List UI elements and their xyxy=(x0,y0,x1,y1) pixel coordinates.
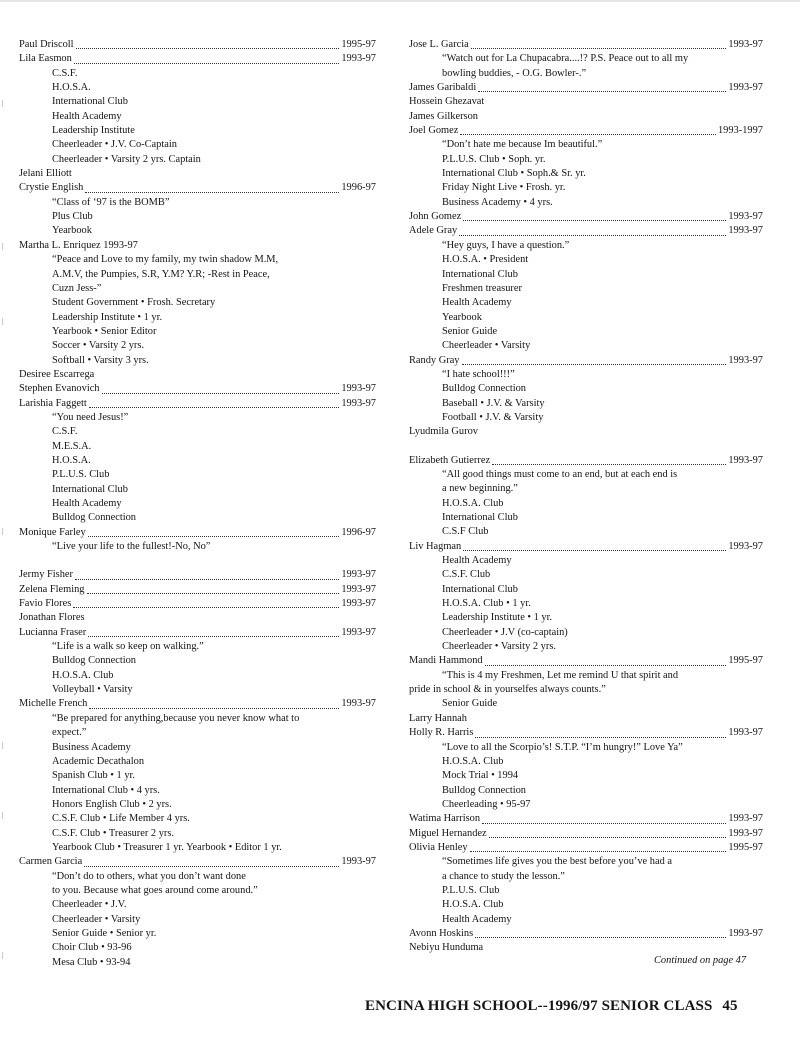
class-years: 1993-97 xyxy=(341,626,376,638)
entry-detail-line: pride in school & in yourselfes always counts.” xyxy=(409,684,606,696)
entry-detail-line: “All good things must come to an end, but at each end is xyxy=(442,468,678,480)
entry-heading xyxy=(409,540,763,554)
entry-detail-line: Cheerleader • J.V. Co-Captain xyxy=(52,139,177,151)
senior-entry xyxy=(409,812,763,826)
class-years: 1993-97 xyxy=(728,813,763,825)
entry-detail-line: Health Academy xyxy=(52,110,122,122)
class-years: 1993-1997 xyxy=(717,125,763,137)
senior-entry xyxy=(409,38,763,81)
student-name: Olivia Henley xyxy=(409,841,468,853)
senior-entry xyxy=(409,941,763,955)
class-years: 1996-97 xyxy=(341,182,376,194)
entry-detail-line: “Class of ‘97 is the BOMB” xyxy=(52,196,170,208)
entry-detail-line: a chance to study the lesson.” xyxy=(442,870,565,882)
class-years: 1993-97 xyxy=(728,540,763,552)
senior-entry xyxy=(409,712,763,726)
entry-heading xyxy=(409,726,763,740)
entry-detail-line: “Be prepared for anything,because you never know what to xyxy=(52,712,300,724)
entry-heading xyxy=(409,354,763,368)
entry-detail-line: Soccer • Varsity 2 yrs. xyxy=(52,340,145,352)
entry-detail-line: Yearbook xyxy=(442,311,482,323)
entry-detail-line: H.O.S.A. Club xyxy=(442,755,504,767)
entry-heading xyxy=(19,382,376,396)
entry-detail-line: Senior Guide xyxy=(442,325,498,337)
entry-detail-line: P.L.U.S. Club • Soph. yr. xyxy=(442,153,546,165)
entry-detail-line: Plus Club xyxy=(52,211,93,223)
entry-detail-line: H.O.S.A. xyxy=(52,454,91,466)
entry-detail-line: Bulldog Connection xyxy=(52,512,136,524)
entry-detail-line: Bulldog Connection xyxy=(442,784,526,796)
senior-entry xyxy=(19,583,376,597)
student-name: Jermy Fisher xyxy=(19,569,73,581)
dot-leader xyxy=(463,540,726,551)
dot-leader xyxy=(470,841,727,852)
class-years: 1993-97 xyxy=(728,82,763,94)
class-years: 1993-97 xyxy=(341,856,376,868)
entry-detail-line: C.S.F. xyxy=(52,426,78,438)
senior-entry xyxy=(409,110,763,124)
student-name: Stephen Evanovich xyxy=(19,383,100,395)
entry-detail-line: Cheerleader • Varsity xyxy=(52,913,141,925)
entry-detail-line: Honors English Club • 2 yrs. xyxy=(52,798,172,810)
entry-heading xyxy=(409,712,763,726)
entry-detail-line: International Club • 4 yrs. xyxy=(52,784,160,796)
class-years: 1993-97 xyxy=(728,927,763,939)
footer-school-title: ENCINA HIGH SCHOOL--1996/97 SENIOR CLASS xyxy=(365,998,713,1014)
entry-detail-line: Business Academy xyxy=(52,741,131,753)
senior-entry xyxy=(409,224,763,353)
dot-leader xyxy=(463,210,726,221)
entry-detail-line: Football • J.V. & Varsity xyxy=(442,411,544,423)
binding-mark xyxy=(2,100,7,107)
entry-detail-line: H.O.S.A. • President xyxy=(442,254,529,266)
dot-leader xyxy=(76,38,340,49)
entry-heading xyxy=(409,654,763,668)
entry-detail-line: Cheerleading • 95-97 xyxy=(442,798,531,810)
student-name: Nebiyu Hunduma xyxy=(409,942,484,954)
entry-heading xyxy=(409,454,763,468)
entry-detail-line: Cheerleader • Varsity xyxy=(442,340,531,352)
entry-detail-line: International Club • Soph.& Sr. yr. xyxy=(442,168,586,180)
entry-detail-line: Freshmen treasurer xyxy=(442,282,522,294)
entry-detail-line: “Love to all the Scorpio’s! S.T.P. “I’m hungry!” Love Ya” xyxy=(442,741,683,753)
entry-detail-line: M.E.S.A. xyxy=(52,440,92,452)
class-years: 1993-97 xyxy=(341,53,376,65)
dot-leader xyxy=(85,181,339,192)
entry-detail-line: Leadership Institute xyxy=(52,125,135,137)
senior-entry xyxy=(409,841,763,927)
dot-leader xyxy=(482,812,726,823)
student-name: Liv Hagman xyxy=(409,540,462,552)
student-name: Miguel Hernandez xyxy=(409,827,487,839)
dot-leader xyxy=(459,224,726,235)
student-name: Martha L. Enriquez 1993-97 xyxy=(19,239,138,251)
entry-detail-line: C.S.F. Club • Life Member 4 yrs. xyxy=(52,813,190,825)
senior-entry xyxy=(409,81,763,95)
entry-detail-line: Leadership Institute • 1 yr. xyxy=(442,612,553,624)
student-name: Jelani Elliott xyxy=(19,168,72,180)
senior-entry xyxy=(19,526,376,555)
class-years: 1993-97 xyxy=(728,225,763,237)
student-name: Zelena Fleming xyxy=(19,583,85,595)
entry-detail-line: P.L.U.S. Club xyxy=(52,469,110,481)
student-name: Holly R. Harris xyxy=(409,727,474,739)
entry-heading xyxy=(19,855,376,869)
entry-detail-line: C.S.F Club xyxy=(442,526,489,538)
senior-entry xyxy=(19,167,376,181)
entry-detail-line: “Live your life to the fullest!-No, No” xyxy=(52,541,211,553)
student-name: Larry Hannah xyxy=(409,712,467,724)
entry-detail-line: Spanish Club • 1 yr. xyxy=(52,770,136,782)
entry-heading xyxy=(19,611,376,625)
entry-detail-line: Cheerleader • J.V (co-captain) xyxy=(442,626,568,638)
student-name: Michelle French xyxy=(19,698,88,710)
student-name: Adele Gray xyxy=(409,225,458,237)
entry-detail-line: “Life is a walk so keep on walking.” xyxy=(52,641,204,653)
student-name: Watima Harrison xyxy=(409,813,481,825)
senior-entry xyxy=(409,454,763,540)
entry-detail-line: Mock Trial • 1994 xyxy=(442,770,519,782)
dot-leader xyxy=(89,397,340,408)
page-number: 45 xyxy=(722,998,738,1014)
entry-detail-line: International Club xyxy=(442,512,518,523)
entry-detail-line: Softball • Varsity 3 yrs. xyxy=(52,354,149,366)
entry-detail-line: Baseball • J.V. & Varsity xyxy=(442,397,545,409)
student-name: Lyudmila Gurov xyxy=(409,426,478,438)
senior-entry xyxy=(19,697,376,855)
entry-detail-line: H.O.S.A. xyxy=(52,82,91,94)
entry-detail-line: International Club xyxy=(52,96,128,108)
entry-detail-line: Student Government • Frosh. Secretary xyxy=(52,297,216,309)
entry-detail-line: Mesa Club • 93-94 xyxy=(52,956,131,968)
entry-heading xyxy=(19,526,376,540)
senior-entry xyxy=(19,855,376,970)
binding-mark xyxy=(2,812,7,819)
entry-detail-line: Business Academy • 4 yrs. xyxy=(442,196,553,208)
entry-detail-line: Yearbook • Senior Editor xyxy=(52,325,157,337)
entry-detail-line: Bulldog Connection xyxy=(442,383,526,395)
senior-entry xyxy=(409,927,763,941)
dot-leader xyxy=(88,626,339,637)
entry-detail-line: H.O.S.A. Club • 1 yr. xyxy=(442,598,531,610)
continued-note: Continued on page 47 xyxy=(654,955,747,966)
entry-heading xyxy=(409,210,763,224)
class-years: 1995-97 xyxy=(728,655,763,667)
dot-leader xyxy=(87,583,340,594)
student-name: James Gilkerson xyxy=(409,110,478,122)
entry-detail-line: “I hate school!!!” xyxy=(442,368,515,380)
dot-leader xyxy=(73,597,339,608)
class-years: 1995-97 xyxy=(341,39,376,50)
dot-leader xyxy=(75,568,339,579)
entry-heading xyxy=(409,124,763,138)
student-name: Mandi Hammond xyxy=(409,655,483,667)
entry-detail-line: H.O.S.A. Club xyxy=(52,669,114,681)
entry-detail-line: Senior Guide • Senior yr. xyxy=(52,927,157,939)
entry-heading xyxy=(409,81,763,95)
entry-detail-line: “Watch out for La Chupacabra....!? P.S. Peace out to all my xyxy=(442,53,689,65)
entry-detail-line: to you. Because what goes around come around.” xyxy=(52,884,258,896)
class-years: 1993-97 xyxy=(728,39,763,50)
dot-leader xyxy=(74,52,340,63)
student-name: Carmen Garcia xyxy=(19,856,83,868)
dot-leader xyxy=(471,38,727,49)
entry-detail-line: Health Academy xyxy=(442,913,512,925)
class-years: 1993-97 xyxy=(728,827,763,839)
left-column xyxy=(19,38,376,970)
student-name: Hossein Ghezavat xyxy=(409,96,485,108)
senior-entry xyxy=(409,210,763,224)
senior-entry xyxy=(409,654,763,711)
entry-detail-line: “Hey guys, I have a question.” xyxy=(442,239,570,251)
student-name: Jose L. Garcia xyxy=(409,39,469,50)
dot-leader xyxy=(102,382,340,393)
entry-heading xyxy=(19,167,376,181)
class-years: 1993-97 xyxy=(341,569,376,581)
senior-entry xyxy=(409,425,763,439)
entry-detail-line: Academic Decathalon xyxy=(52,755,145,767)
entry-detail-line: C.S.F. Club xyxy=(442,569,491,581)
entry-heading xyxy=(19,397,376,411)
student-name: Jonathan Flores xyxy=(19,612,85,624)
class-years: 1993-97 xyxy=(341,698,376,710)
entry-heading xyxy=(19,368,376,382)
entry-heading xyxy=(19,568,376,582)
entry-detail-line: Yearbook xyxy=(52,225,92,237)
student-name: Avonn Hoskins xyxy=(409,927,474,939)
entry-heading xyxy=(409,827,763,841)
student-name: Desiree Escarrega xyxy=(19,368,95,380)
entry-detail-line: Bulldog Connection xyxy=(52,655,136,667)
senior-entry xyxy=(19,382,376,396)
entry-detail-line: International Club xyxy=(442,583,518,595)
senior-entry xyxy=(19,368,376,382)
student-name: Monique Farley xyxy=(19,526,86,538)
dot-leader xyxy=(475,726,726,737)
entry-heading xyxy=(409,841,763,855)
senior-entry xyxy=(409,827,763,841)
entry-detail-line: bowling buddies, - O.G. Bowler-.” xyxy=(442,67,587,79)
dot-leader xyxy=(84,855,339,866)
entry-heading xyxy=(409,95,763,109)
entry-detail-line: Senior Guide xyxy=(442,698,498,710)
dot-leader xyxy=(489,827,727,838)
entry-detail-line: Health Academy xyxy=(442,555,512,567)
entry-detail-line: Yearbook Club • Treasurer 1 yr. Yearbook • Editor 1 yr. xyxy=(52,841,282,853)
dot-leader xyxy=(475,927,726,938)
right-column xyxy=(409,38,763,956)
entry-detail-line: “Don’t do to others, what you don’t want done xyxy=(52,870,246,882)
entry-detail-line: “Sometimes life gives you the best before you’ve had a xyxy=(442,856,672,868)
class-years: 1993-97 xyxy=(341,598,376,610)
entry-detail-line: Health Academy xyxy=(52,498,122,509)
senior-entry xyxy=(19,239,376,368)
dot-leader xyxy=(478,81,726,92)
senior-entry xyxy=(19,626,376,698)
entry-heading xyxy=(19,52,376,66)
binding-mark xyxy=(2,742,7,749)
entry-detail-line: Friday Night Live • Frosh. yr. xyxy=(442,182,566,194)
page-footer xyxy=(365,998,738,1015)
student-name: Paul Driscoll xyxy=(19,39,74,50)
binding-mark xyxy=(2,318,7,325)
entry-detail-line: International Club xyxy=(442,268,518,280)
entry-detail-line: C.S.F. Club • Treasurer 2 yrs. xyxy=(52,827,175,839)
entry-heading xyxy=(19,597,376,611)
entry-detail-line: Health Academy xyxy=(442,297,512,309)
entry-heading xyxy=(409,110,763,124)
entry-spacer xyxy=(409,440,763,454)
entry-heading xyxy=(19,697,376,711)
entry-detail-line: International Club xyxy=(52,483,128,495)
entry-heading xyxy=(19,181,376,195)
student-name: Randy Gray xyxy=(409,354,460,366)
entry-heading xyxy=(19,38,376,52)
class-years: 1993-97 xyxy=(728,454,763,466)
senior-entry xyxy=(19,611,376,625)
dot-leader xyxy=(462,354,727,365)
class-years: 1996-97 xyxy=(341,526,376,538)
entry-detail-line: “You need Jesus!” xyxy=(52,411,129,423)
entry-heading xyxy=(409,812,763,826)
senior-entry xyxy=(409,95,763,109)
student-name: James Garibaldi xyxy=(409,82,477,94)
class-years: 1993-97 xyxy=(341,397,376,409)
entry-detail-line: “Peace and Love to my family, my twin shadow M.M, xyxy=(52,254,279,266)
entry-detail-line: expect.” xyxy=(52,727,87,739)
entry-heading xyxy=(19,583,376,597)
entry-heading xyxy=(409,927,763,941)
senior-entry xyxy=(19,568,376,582)
entry-detail-line: Cheerleader • J.V. xyxy=(52,899,127,911)
student-name: Larishia Faggett xyxy=(19,397,87,409)
binding-mark xyxy=(2,952,7,959)
class-years: 1993-97 xyxy=(728,354,763,366)
student-name: Lucianna Fraser xyxy=(19,626,87,638)
senior-entry xyxy=(19,181,376,238)
senior-entry xyxy=(409,354,763,426)
binding-mark xyxy=(2,243,7,250)
entry-heading xyxy=(409,425,763,439)
student-name: John Gomez xyxy=(409,211,462,223)
dot-leader xyxy=(460,124,716,135)
class-years: 1995-97 xyxy=(728,841,763,853)
senior-entry xyxy=(409,540,763,655)
class-years: 1993-97 xyxy=(341,383,376,395)
senior-entry xyxy=(19,397,376,526)
entry-detail-line: a new beginning.” xyxy=(442,483,518,495)
dot-leader xyxy=(89,697,339,708)
dot-leader xyxy=(492,454,726,465)
dot-leader xyxy=(485,654,727,665)
student-name: Elizabeth Gutierrez xyxy=(409,454,491,466)
entry-detail-line: P.L.U.S. Club xyxy=(442,884,500,896)
student-name: Lila Easmon xyxy=(19,53,72,65)
entry-spacer xyxy=(19,554,376,568)
class-years: 1993-97 xyxy=(728,211,763,223)
entry-heading xyxy=(19,626,376,640)
entry-heading xyxy=(409,38,763,52)
senior-entry xyxy=(409,726,763,812)
entry-detail-line: Cuzn Jess-” xyxy=(52,282,102,294)
entry-detail-line: “This is 4 my Freshmen, Let me remind U that spirit and xyxy=(442,669,679,681)
entry-detail-line: A.M.V, the Pumpies, S.R, Y.M? Y.R; -Rest in Peace, xyxy=(52,268,270,280)
entry-detail-line: H.O.S.A. Club xyxy=(442,497,504,509)
senior-entry xyxy=(19,52,376,167)
student-name: Favio Flores xyxy=(19,598,72,610)
entry-detail-line: C.S.F. xyxy=(52,67,78,79)
entry-detail-line: Cheerleader • Varsity 2 yrs. Captain xyxy=(52,153,201,165)
entry-detail-line: Leadership Institute • 1 yr. xyxy=(52,311,163,323)
class-years: 1993-97 xyxy=(341,583,376,595)
dot-leader xyxy=(88,526,340,537)
binding-mark xyxy=(2,528,7,535)
entry-detail-line: “Don’t hate me because Im beautiful.” xyxy=(442,139,603,151)
senior-entry xyxy=(19,38,376,52)
entry-detail-line: Volleyball • Varsity xyxy=(52,684,133,696)
entry-detail-line: Cheerleader • Varsity 2 yrs. xyxy=(442,641,556,653)
entry-detail-line: Choir Club • 93-96 xyxy=(52,942,132,954)
class-years: 1993-97 xyxy=(728,727,763,739)
entry-detail-line: H.O.S.A. Club xyxy=(442,899,504,911)
student-name: Joel Gomez xyxy=(409,125,459,137)
senior-entry xyxy=(19,597,376,611)
entry-heading xyxy=(409,224,763,238)
entry-heading xyxy=(409,941,763,955)
scan-top-edge xyxy=(0,0,800,2)
senior-entry xyxy=(409,124,763,210)
student-name: Crystie English xyxy=(19,182,84,194)
